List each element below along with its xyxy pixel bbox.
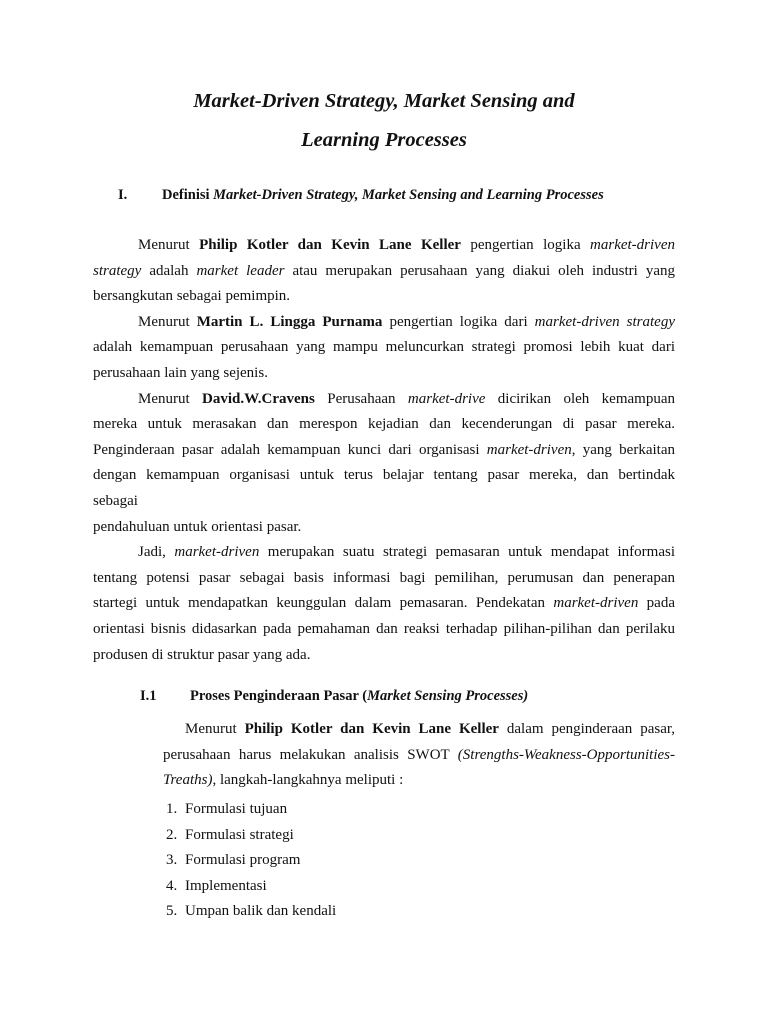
para5-line2: perusahaan harus melakukan analisis SWOT (Strengths-Weakness-Opportunities- (163, 746, 675, 763)
para3-line1: Menurut David.W.Cravens Perusahaan market-drive dicirikan oleh kemampuan (138, 390, 675, 407)
list-item-number: 4. (166, 877, 178, 894)
steps-list (166, 797, 336, 925)
para5-line3: Treaths), langkah-langkahnya meliputi : (163, 772, 404, 789)
document-title-line2: Learning Processes (301, 129, 467, 151)
list-item-text: Implementasi (185, 877, 267, 894)
section-number: I. (118, 187, 128, 203)
para3-line3: Penginderaan pasar adalah kemampuan kunci dari organisasi market-driven, yang berkaitan (93, 441, 675, 458)
list-item-text: Formulasi strategi (185, 826, 294, 843)
subsection-number: I.1 (140, 688, 157, 704)
para3-line5: sebagai (93, 492, 138, 509)
para1-line2: strategy adalah market leader atau merupakan perusahaan yang diakui oleh industri yang (93, 262, 675, 279)
list-item-number: 5. (166, 903, 178, 920)
list-item-text: Umpan balik dan kendali (185, 903, 337, 920)
para4-line4: orientasi bisnis didasarkan pada pemahaman dan reaksi terhadap pilihan-pilihan dan perilaku (93, 620, 675, 637)
para5-line1: Menurut Philip Kotler dan Kevin Lane Keller dalam penginderaan pasar, (185, 721, 675, 737)
list-item (166, 797, 336, 823)
subsection-body (163, 717, 675, 794)
section-body (93, 233, 675, 668)
list-item-number: 1. (166, 801, 178, 817)
list-item (166, 874, 336, 900)
section-heading-plain: Definisi (162, 187, 214, 203)
subsection-heading-plain: Proses Penginderaan Pasar ( (190, 688, 368, 704)
list-item (166, 899, 336, 925)
document-title-line1: Market-Driven Strategy, Market Sensing and (193, 90, 575, 112)
list-item (166, 848, 336, 874)
section-heading (118, 187, 604, 204)
list-item-number: 3. (166, 852, 178, 869)
para3-line6: pendahuluan untuk orientasi pasar. (93, 518, 302, 535)
subsection-heading-text (190, 688, 528, 705)
para2-line2: adalah kemampuan perusahaan yang mampu meluncurkan strategi promosi lebih kuat dari (93, 339, 675, 356)
para3-line4: dengan kemampuan organisasi untuk terus belajar tentang pasar mereka, dan bertindak (93, 467, 675, 484)
para4-line3: startegi untuk mendapatkan keunggulan dalam pemasaran. Pendekatan market-driven pada (93, 595, 675, 612)
para4-line1: Jadi, market-driven merupakan suatu strategi pemasaran untuk mendapat informasi (138, 544, 675, 561)
para1-line1: Menurut Philip Kotler dan Kevin Lane Keller pengertian logika market-driven (138, 237, 675, 253)
list-item-text: Formulasi program (185, 852, 301, 869)
section-heading-italic: Market-Driven Strategy, Market Sensing and Learning Processes (213, 187, 604, 203)
subsection-heading-italic: Market Sensing Processes) (367, 688, 529, 704)
list-item (166, 823, 336, 849)
para2-line1: Menurut Martin L. Lingga Purnama pengertian logika dari market-driven strategy (138, 313, 676, 330)
list-item-text: Formulasi tujuan (185, 801, 288, 817)
list-item-number: 2. (166, 826, 178, 843)
para4-line2: tentang potensi pasar sebagai basis informasi bagi pemilihan, perumusan dan penerapan (93, 569, 675, 586)
para2-line3: perusahaan lain yang sejenis. (93, 364, 268, 381)
para1-line3: bersangkutan sebagai pemimpin. (93, 288, 291, 305)
section-heading-text (162, 187, 604, 204)
para4-line5: produsen di struktur pasar yang ada. (93, 646, 311, 663)
subsection-heading (140, 688, 528, 705)
para3-line2: mereka untuk merasakan dan merespon kejadian dan kecenderungan di pasar mereka. (93, 416, 675, 433)
